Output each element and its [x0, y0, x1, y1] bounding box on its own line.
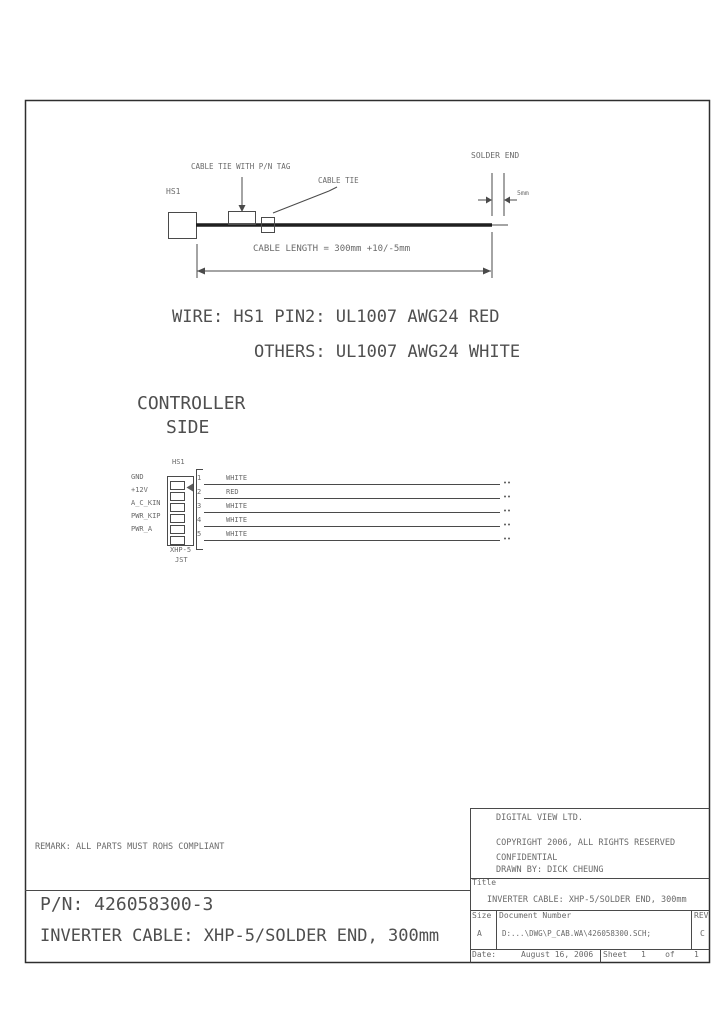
- signal-label-12v: +12V: [131, 486, 148, 494]
- pn-tag-outline: [229, 212, 256, 225]
- pin-number: 3: [197, 502, 202, 510]
- copyright-line: COPYRIGHT 2006, ALL RIGHTS RESERVED: [496, 838, 676, 848]
- wire-color: WHITE: [226, 516, 248, 524]
- left-arrowhead: [504, 197, 510, 204]
- connector-diagram: [168, 470, 511, 550]
- cable-tie-leader-line: [273, 191, 329, 213]
- date-value: August 16, 2006: [521, 950, 594, 959]
- left-arrowhead: [197, 268, 205, 275]
- date-field-label: Date:: [472, 950, 497, 959]
- pin-number: 5: [197, 530, 202, 538]
- cable-length-label: CABLE LENGTH = 300mm +10/-5mm: [253, 244, 411, 254]
- cable-drawing: [169, 173, 518, 278]
- cable-tie-label: CABLE TIE: [318, 176, 359, 185]
- signal-label-pwrkip: PWR_KIP: [131, 512, 161, 520]
- sheet-value: 1 of 1: [641, 950, 699, 959]
- sheet-field-label: Sheet: [603, 950, 628, 959]
- title-block-lines: [470, 809, 710, 963]
- vendor-label: JST: [175, 556, 188, 564]
- title-field-label: Title: [472, 878, 497, 887]
- company-name: DIGITAL VIEW LTD.: [496, 813, 583, 823]
- pin-number: 2: [197, 488, 202, 496]
- confidential-line: CONFIDENTIAL: [496, 853, 558, 863]
- wire-spec-line1: WIRE: HS1 PIN2: UL1007 AWG24 RED: [172, 307, 500, 327]
- wire-color: WHITE: [226, 474, 248, 482]
- solder-end-label: SOLDER END: [471, 151, 520, 160]
- wire-color: WHITE: [226, 530, 248, 538]
- pin-number: 1: [197, 474, 202, 482]
- wire-end-marks: [504, 482, 510, 540]
- document-field-label: Document Number: [499, 911, 572, 920]
- page-border: [26, 101, 710, 963]
- pin-number: 4: [197, 516, 202, 524]
- drawing-title: INVERTER CABLE: XHP-5/SOLDER END, 300mm: [487, 895, 687, 905]
- right-arrowhead: [483, 268, 491, 275]
- rohs-remark: REMARK: ALL PARTS MUST ROHS COMPLIANT: [35, 842, 225, 852]
- cable-tie-tag-label: CABLE TIE WITH P/N TAG: [191, 162, 291, 171]
- controller-side-line2: SIDE: [166, 417, 210, 438]
- drawn-by-line: DRAWN BY: DICK CHEUNG: [496, 865, 604, 875]
- down-arrowhead: [239, 205, 246, 212]
- wire-color: WHITE: [226, 502, 248, 510]
- wire-spec-line2: OTHERS: UL1007 AWG24 WHITE: [254, 342, 521, 362]
- hs1-connector-outline: [169, 213, 197, 239]
- housing-type-label: XHP-5: [170, 546, 192, 554]
- right-arrowhead: [486, 197, 492, 204]
- signal-label-pwra: PWR_A: [131, 525, 153, 533]
- rev-field-label: REV: [694, 911, 709, 920]
- connector-ref-label: HS1: [172, 458, 185, 466]
- part-description: INVERTER CABLE: XHP-5/SOLDER END, 300mm: [40, 926, 440, 946]
- hs1-label: HS1: [166, 187, 181, 196]
- solder-length-label: 5mm: [517, 189, 529, 197]
- controller-side-line1: CONTROLLER: [137, 393, 246, 414]
- size-value: A: [477, 929, 482, 938]
- part-number: P/N: 426058300-3: [40, 894, 214, 915]
- size-field-label: Size: [472, 911, 492, 920]
- document-number-value: D:...\DWG\P_CAB.WA\426058300.SCH;: [502, 929, 652, 938]
- pin1-marker-arrow: [187, 484, 194, 492]
- rev-value: C: [700, 929, 705, 938]
- signal-label-gnd: GND: [131, 473, 144, 481]
- wire-color: RED: [226, 488, 239, 496]
- signal-label-ackin: A_C_KIN: [131, 499, 161, 507]
